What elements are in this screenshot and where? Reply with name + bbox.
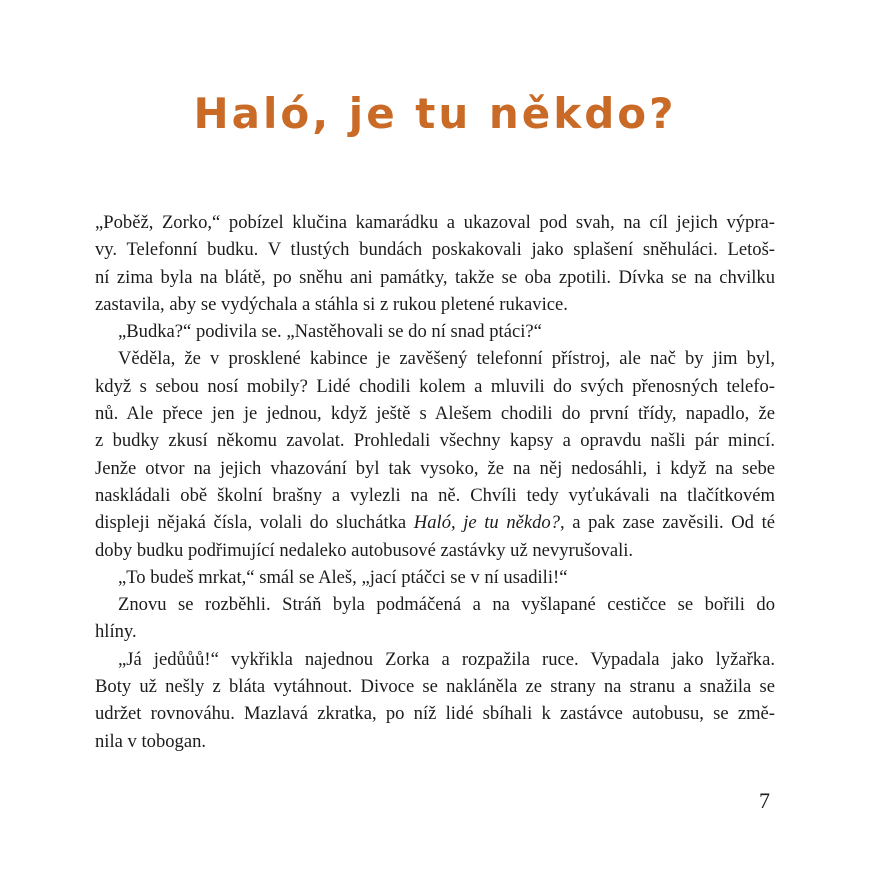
text-line: naskládali obě školní brašny a vylezli na ně. Chvíli tedy vyťukávali na tlačítkovém: [95, 484, 775, 506]
text-line: zastavila, aby se vydýchala a stáhla si z rukou pletené rukavice.: [95, 293, 568, 315]
text-line: hlíny.: [95, 621, 137, 643]
text-segment: displeji nějaká čísla, volali do sluchátka: [95, 512, 414, 534]
text-line: z budky zkusí někomu zavolat. Prohledali všechny kapsy a opravdu našli pár mincí.: [95, 430, 775, 452]
text-line: Jenže otvor na jejich vhazování byl tak vysoko, že na něj nedosáhli, i když na sebe: [95, 457, 775, 479]
text-line: Znovu se rozběhli. Stráň byla podmáčená a na vyšlapané cestičce se bořili do: [118, 594, 775, 616]
text-line: udržet rovnováhu. Mazlavá zkratka, po níž lidé sbíhali k zastávce autobusu, se změ-: [95, 703, 775, 725]
text-line: „Já jedůůů!“ vykřikla najednou Zorka a rozpažila ruce. Vypadala jako lyžařka.: [118, 648, 775, 670]
body-text: [95, 209, 775, 755]
text-line: Věděla, že v prosklené kabince je zavěšený telefonní přístroj, ale nač by jim byl,: [118, 348, 775, 370]
text-line: nila v tobogan.: [95, 730, 207, 752]
chapter-title: Haló, je tu někdo?: [193, 89, 677, 138]
text-line: [95, 509, 775, 536]
text-line: „Poběž, Zorko,“ pobízel klučina kamarádku a ukazoval pod svah, na cíl jejich výpra-: [95, 212, 775, 233]
text-line: nů. Ale přece jen je jednou, když ještě s Alešem chodili do první třídy, napadlo, že: [95, 403, 775, 425]
text-line: „Budka?“ podivila se. „Nastěhovali se do ní snad ptáci?“: [118, 321, 542, 343]
text-line: „To budeš mrkat,“ smál se Aleš, „jací ptáčci se v ní usadili!“: [118, 566, 568, 588]
text-segment: , a pak zase zavěsili. Od té: [560, 512, 775, 534]
text-line: Boty už nešly z bláta vytáhnout. Divoce se nakláněla ze strany na stranu a snažila se: [95, 676, 775, 698]
page-number: 7: [759, 788, 770, 813]
text-line: doby budku podřimující nedaleko autobusové zastávky už nevyrušovali.: [95, 539, 634, 561]
text-line: ní zima byla na blátě, po sněhu ani památky, takže se oba zpotili. Dívka se na chvilku: [95, 266, 775, 288]
text-line: když s sebou nosí mobily? Lidé chodili kolem a mluvili do svých přenosných telefo-: [95, 375, 775, 397]
italic-quote: Haló, je tu někdo?: [413, 512, 561, 534]
text-line: vy. Telefonní budku. V tlustých bundách poskakovali jako splašení sněhuláci. Letoš-: [95, 239, 775, 261]
